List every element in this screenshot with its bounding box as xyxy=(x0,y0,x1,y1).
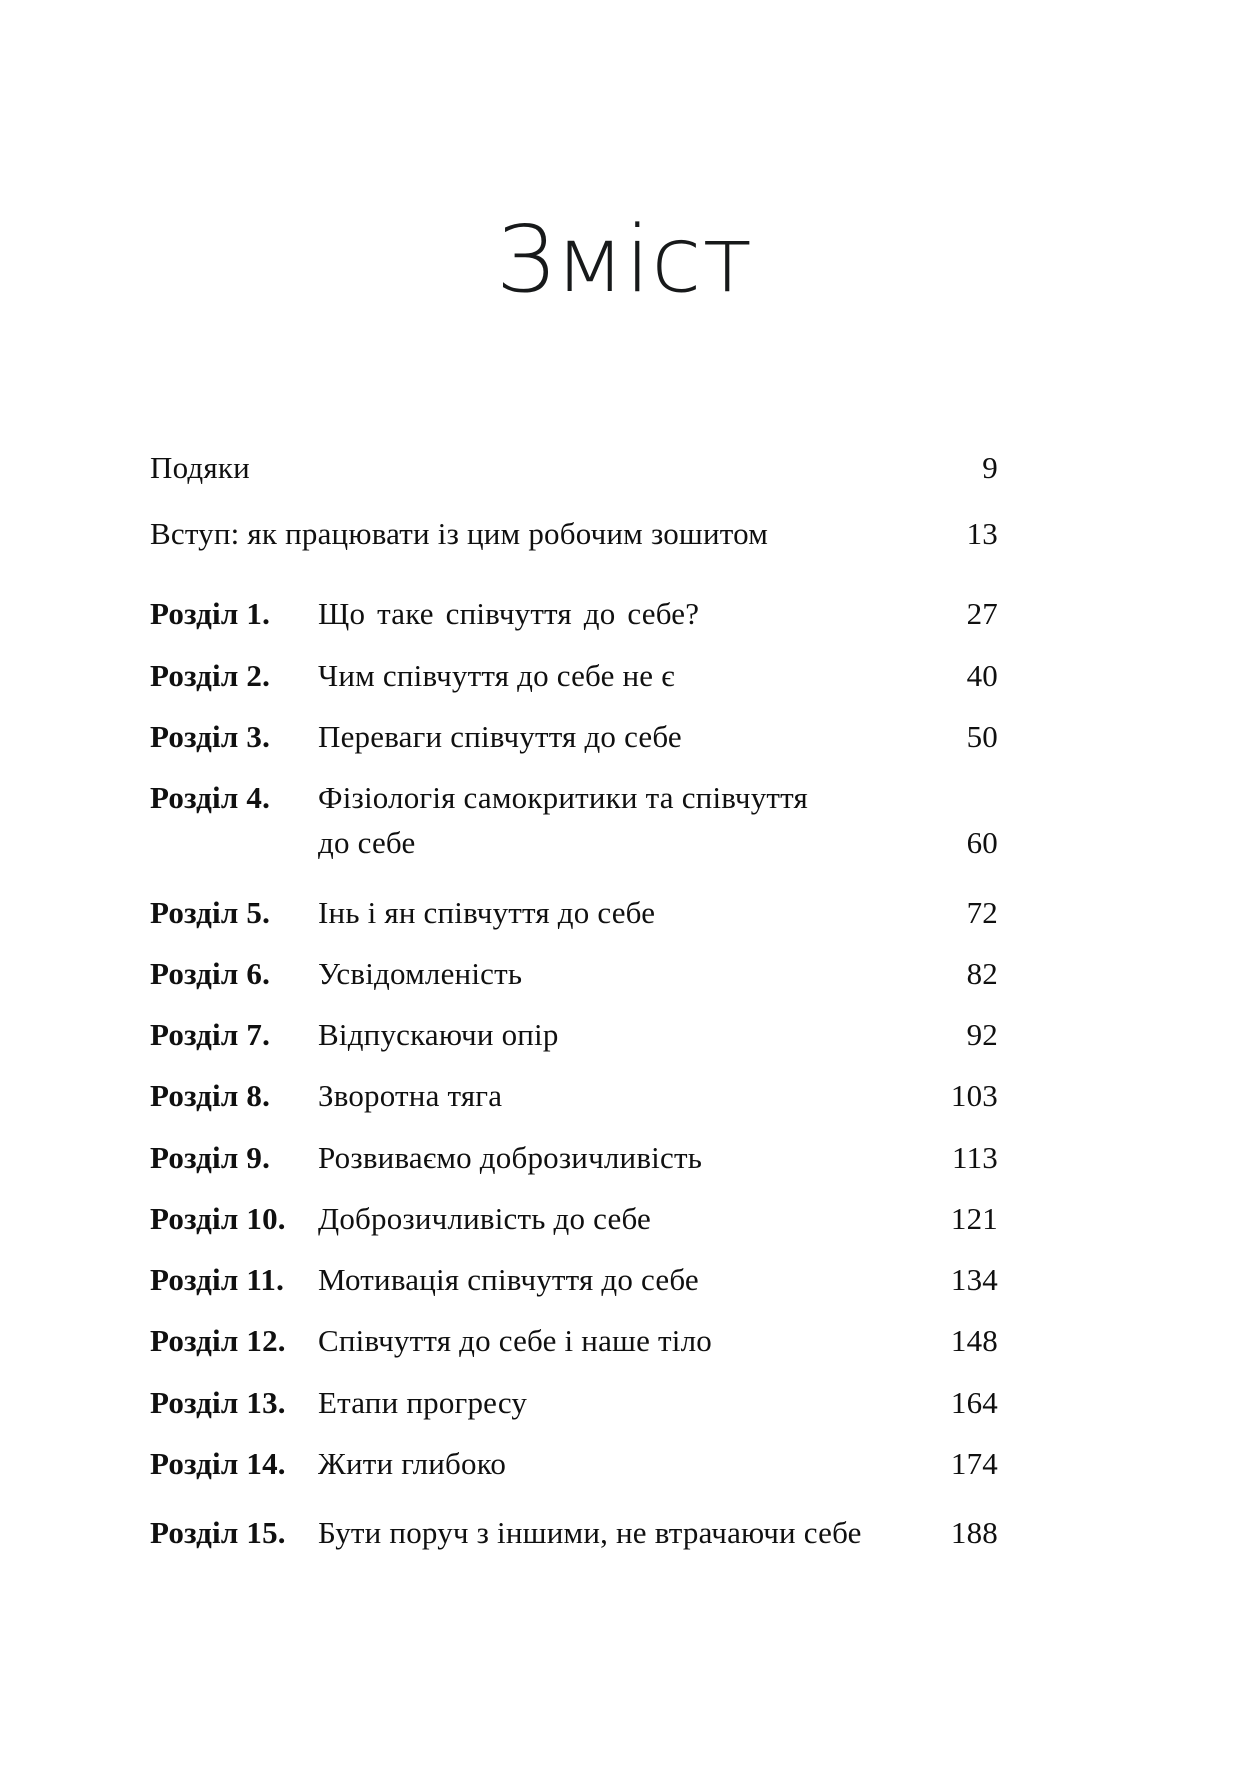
toc-page-number: 72 xyxy=(966,894,998,930)
toc-chapter-row[interactable] xyxy=(150,775,998,866)
toc-chapter-row[interactable] xyxy=(150,591,998,636)
toc-front-row[interactable] xyxy=(150,448,998,488)
chapter-label: Розділ 3. xyxy=(150,718,271,754)
chapter-label: Розділ 14. xyxy=(150,1445,286,1481)
chapter-label: Розділ 1. xyxy=(150,596,271,632)
toc-chapter-row[interactable] xyxy=(150,714,998,759)
chapter-title: Етапи прогресу xyxy=(318,1384,528,1420)
chapter-label: Розділ 6. xyxy=(150,955,271,991)
toc-front-label: Подяки xyxy=(150,450,250,485)
toc-page-number: 164 xyxy=(950,1384,998,1420)
toc-front-label: Вступ: як працювати із цим робочим зошитом xyxy=(150,515,769,551)
chapter-label: Розділ 7. xyxy=(150,1017,271,1053)
toc-page-number: 9 xyxy=(982,450,998,485)
toc-chapter-row[interactable] xyxy=(150,1318,998,1363)
chapter-label: Розділ 10. xyxy=(150,1200,286,1236)
toc-page-number: 148 xyxy=(950,1323,998,1359)
toc-chapter-row[interactable] xyxy=(150,1012,998,1057)
toc-chapter-row[interactable] xyxy=(150,653,998,698)
toc-page-number: 60 xyxy=(966,825,998,861)
chapter-label: Розділ 9. xyxy=(150,1139,271,1175)
toc-page-number: 134 xyxy=(950,1262,998,1298)
toc-chapter-list xyxy=(150,591,998,1555)
toc-page-number: 82 xyxy=(966,955,998,991)
chapter-title: Мотивація співчуття до себе xyxy=(318,1262,699,1298)
toc-chapter-row[interactable] xyxy=(150,890,998,935)
toc-front-row[interactable] xyxy=(150,514,998,554)
page-title: Зміст xyxy=(495,205,754,313)
chapter-title: Розвиваємо доброзичливість xyxy=(318,1139,703,1175)
chapter-title: Співчуття до себе і наше тіло xyxy=(318,1323,712,1359)
chapter-title: Усвідомленість xyxy=(318,955,523,991)
toc-chapter-row[interactable] xyxy=(150,1510,998,1555)
chapter-title: Доброзичливість до себе xyxy=(318,1200,651,1236)
chapter-title: Переваги співчуття до себе xyxy=(318,718,682,754)
chapter-title: Бути поруч з іншими, не втрачаючи себе xyxy=(318,1515,862,1551)
toc-chapter-row[interactable] xyxy=(150,1257,998,1302)
toc-page-number: 103 xyxy=(950,1078,998,1114)
chapter-label: Розділ 5. xyxy=(150,894,271,930)
chapter-title: Зворотна тяга xyxy=(318,1078,503,1114)
chapter-title: Відпускаючи опір xyxy=(318,1017,559,1053)
toc-list xyxy=(150,448,998,1571)
toc-page-number: 174 xyxy=(950,1445,998,1481)
toc-page-number: 50 xyxy=(966,718,998,754)
toc-page-number: 13 xyxy=(966,515,998,551)
chapter-label: Розділ 4. xyxy=(150,780,271,816)
chapter-title: Інь і ян співчуття до себе xyxy=(318,894,656,930)
toc-chapter-row[interactable] xyxy=(150,1380,998,1425)
toc-chapter-row[interactable] xyxy=(150,951,998,996)
chapter-label: Розділ 2. xyxy=(150,657,271,693)
chapter-title: Чим співчуття до себе не є xyxy=(318,657,675,693)
toc-page-number: 40 xyxy=(966,657,998,693)
chapter-label: Розділ 13. xyxy=(150,1384,286,1420)
toc-page-number: 113 xyxy=(952,1139,998,1175)
toc-chapter-row[interactable] xyxy=(150,1196,998,1241)
toc-page-number: 92 xyxy=(966,1017,998,1053)
chapter-label: Розділ 12. xyxy=(150,1323,286,1359)
chapter-title: Жити глибоко xyxy=(318,1445,507,1481)
toc-chapter-row[interactable] xyxy=(150,1135,998,1180)
toc-page-number: 188 xyxy=(950,1515,998,1551)
chapter-title: Що таке співчуття до себе? xyxy=(318,596,700,632)
toc-page-number: 121 xyxy=(950,1200,998,1236)
chapter-label: Розділ 8. xyxy=(150,1078,271,1114)
chapter-label: Розділ 15. xyxy=(150,1515,286,1551)
chapter-title: Фізіологія самокритики та співчуття до себе xyxy=(318,780,808,861)
toc-chapter-row[interactable] xyxy=(150,1441,998,1486)
chapter-label: Розділ 11. xyxy=(150,1262,285,1298)
toc-page-number: 27 xyxy=(966,596,998,632)
toc-chapter-row[interactable] xyxy=(150,1073,998,1118)
